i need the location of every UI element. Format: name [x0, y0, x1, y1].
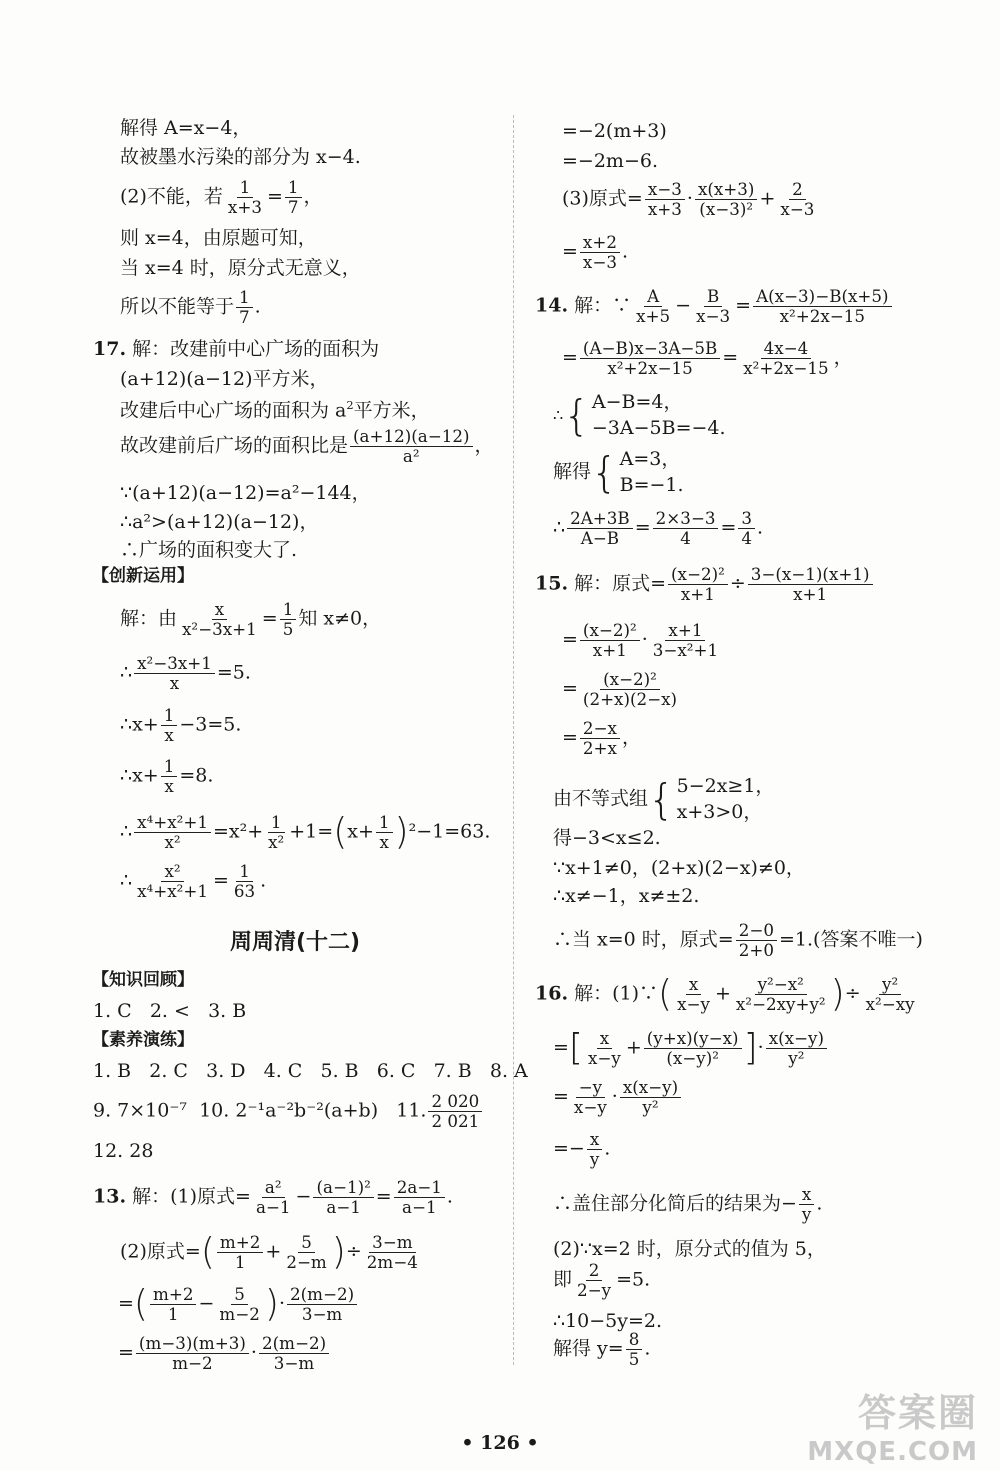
line: =− $\frac{x}{y}$ . — [553, 1129, 611, 1170]
line: ∵(a+12)(a−12)=a²−144， — [120, 482, 371, 504]
page-number: • 126 • — [461, 1432, 539, 1454]
line: ∴x≠−1，x≠±2. — [553, 885, 700, 907]
line: ∴当 x=0 时，原式= $\frac{2-0}{2+0}$ =1.(答案不唯一) — [553, 920, 923, 961]
line: (2)∵x=2 时，原分式的值为 5， — [553, 1238, 826, 1260]
section-heading: 【素养演练】 — [92, 1030, 194, 1050]
answer-row: 1. C 2. < 3. B — [93, 1000, 247, 1022]
answer: 6. C — [376, 1060, 416, 1082]
line: ∴10−5y=2. — [553, 1310, 663, 1332]
line: 改建后中心广场的面积为 $a^2$平方米， — [120, 398, 430, 422]
line: ∴ $\frac{2A+3B}{A-B}$ = $\frac{2\times 3-3}{4}$ = $\frac{3}{4}$ . — [553, 508, 764, 549]
line: 则 x=4，由原题可知， — [120, 227, 317, 249]
line: =( $\frac{m+2}{1}$ − $\frac{5}{m-2}$ )· $\frac{2(m-2)}{3-m}$ — [118, 1282, 359, 1327]
question-16: 16. 解：(1)∵( $\frac{x}{x-y}$ + $\frac{\text{y²−x²}}{\text{x²−2xy+y²}}$ )÷ $\frac{\text{y²}}{\text{x²−xy}}$ — [535, 973, 915, 1015]
line: = $\frac{(m-3)(m+3)}{m-2}$ · $\frac{2(m-2)}{3-m}$ — [118, 1334, 331, 1373]
answer: 3. D — [206, 1060, 246, 1082]
column-divider — [513, 115, 514, 1365]
answer-row: 9. 7×10⁻⁷ 10. 2⁻¹a⁻²b⁻²(a+b) 11. $\frac{2 020}{2 021}$ — [93, 1092, 484, 1131]
line: 解得 y= $\frac{8}{5}$ . — [553, 1329, 651, 1370]
line: ∴ $\frac{\text{x²−3x+1}}{x}$ =5. — [120, 653, 251, 694]
line: = $\frac{2-x}{2+x}$ ， — [562, 718, 641, 759]
line: ∴盖住部分化简后的结果为− $\frac{x}{y}$ . — [553, 1184, 823, 1225]
line: (3)原式= $\frac{x-3}{x+3}$ · $\frac{x(x+3)}{\text{(x−3)²}}$ + $\frac{2}{x-3}$ — [562, 179, 815, 220]
line: =−2m−6. — [562, 150, 658, 172]
line: = $\frac{\text{(x−2)²}}{(2+x)(2-x)}$ — [562, 669, 678, 710]
line: =[ $\frac{x}{x-y}$ + $\frac{(y+x)(y-x)}{\text{(x−y)²}}$ ]· $\frac{x(x-y)}{\text{y²}}$ — [553, 1026, 829, 1071]
answer-row: 12. 28 — [93, 1140, 154, 1162]
line: = $\frac{x+2}{x-3}$ . — [562, 232, 629, 273]
answer-row — [93, 1060, 528, 1084]
line: =−2(m+3) — [562, 120, 667, 142]
line: 当 x=4 时，原分式无意义， — [120, 257, 361, 279]
line: 所以不能等于 $\frac{1}{7}$ . — [120, 287, 261, 328]
question-15: 15. 解：原式= $\frac{\text{(x−2)²}}{x+1}$ ÷ $\frac{3-(x-1)(x+1)}{x+1}$ — [535, 565, 875, 604]
line: 解：由 $\frac{x}{\text{x²−3x+1}}$ = $\frac{1}{5}$ 知 x≠0， — [120, 599, 382, 640]
answer: 2. C — [149, 1060, 188, 1082]
line: ∴ $\frac{\text{x⁴+x²+1}}{\text{x²}}$ =x²+ $\frac{1}{\text{x²}}$ +1=(x+ $\frac{1}{x}$ )²−1=63. — [120, 811, 491, 853]
answer: 4. C — [263, 1060, 303, 1082]
line: ∴ $\frac{\text{x²}}{\text{x⁴+x²+1}}$ = $\frac{1}{63}$ . — [120, 861, 267, 902]
line: ∴广场的面积变大了. — [120, 539, 298, 561]
equation-system: ∴{ A−B=4， −3A−5B=−4. — [553, 390, 726, 440]
line: 故改建前后广场的面积比是 $\frac{(a+12)(a-12)}{\text{a²}}$ ， — [120, 426, 494, 467]
line: = $\frac{\text{(x−2)²}}{x+1}$ · $\frac{x+1}{\text{3−x²+1}}$ — [562, 620, 719, 661]
line: ∴x+ $\frac{1}{x}$ =8. — [120, 756, 214, 797]
answer: 5. B — [320, 1060, 359, 1082]
answer: 1. B — [93, 1060, 132, 1082]
line: 得−3<x≤2. — [553, 827, 661, 849]
watermark — [807, 1382, 978, 1467]
line: 解得 A=x−4， — [120, 117, 252, 139]
line: ∵x+1≠0，(2+x)(2−x)≠0， — [553, 857, 805, 879]
equation-system: 由不等式组{ 5−2x≥1， x+3>0， — [553, 774, 775, 824]
line: (a+12)(a−12)平方米， — [120, 368, 329, 390]
question-17: 17. 解：改建前中心广场的面积为 — [93, 338, 380, 360]
line: = $\frac{(A-B)x-3A-5B}{\text{x²+2x−15}}$ = $\frac{4x-4}{\text{x²+2x−15}}$ ， — [562, 338, 853, 379]
line: 即 $\frac{2}{2-y}$ =5. — [553, 1260, 651, 1301]
section-heading: 【创新运用】 — [92, 566, 194, 586]
line: ∴a²>(a+12)(a−12)， — [120, 511, 319, 533]
question-13: 13. 解：(1)原式= $\frac{\text{a²}}{a-1}$ − $\frac{\text{(a−1)²}}{a-1}$ = $\frac{2a-1}{a-1}$ . — [93, 1177, 453, 1218]
equation-system: 解得{ A=3， B=−1. — [553, 447, 684, 497]
answer: 7. B — [433, 1060, 472, 1082]
line: = $\frac{-y}{x-y}$ · $\frac{x(x-y)}{\text{y²}}$ — [553, 1078, 683, 1117]
question-14: 14. 解：∵ $\frac{A}{x+5}$ − $\frac{B}{x-3}$ = $\frac{A(x-3)-B(x+5)}{\text{x²+2x−15}}$ — [535, 287, 894, 326]
line: 故被墨水污染的部分为 x−4. — [120, 146, 361, 168]
watermark-logo-text: 答案圈 — [857, 1391, 978, 1435]
line: (2)不能，若 $\frac{1}{x+3}$ = $\frac{1}{7}$ ， — [120, 177, 323, 218]
page-title: 周周清(十二) — [230, 930, 361, 955]
line: (2)原式=( $\frac{m+2}{1}$ + $\frac{5}{2-m}$ )÷ $\frac{3-m}{2m-4}$ — [120, 1231, 418, 1273]
section-heading: 【知识回顾】 — [92, 970, 194, 990]
answer: 8. A — [489, 1060, 528, 1082]
watermark-url: MXQE.COM — [807, 1437, 978, 1467]
line: ∴x+ $\frac{1}{x}$ −3=5. — [120, 705, 242, 746]
